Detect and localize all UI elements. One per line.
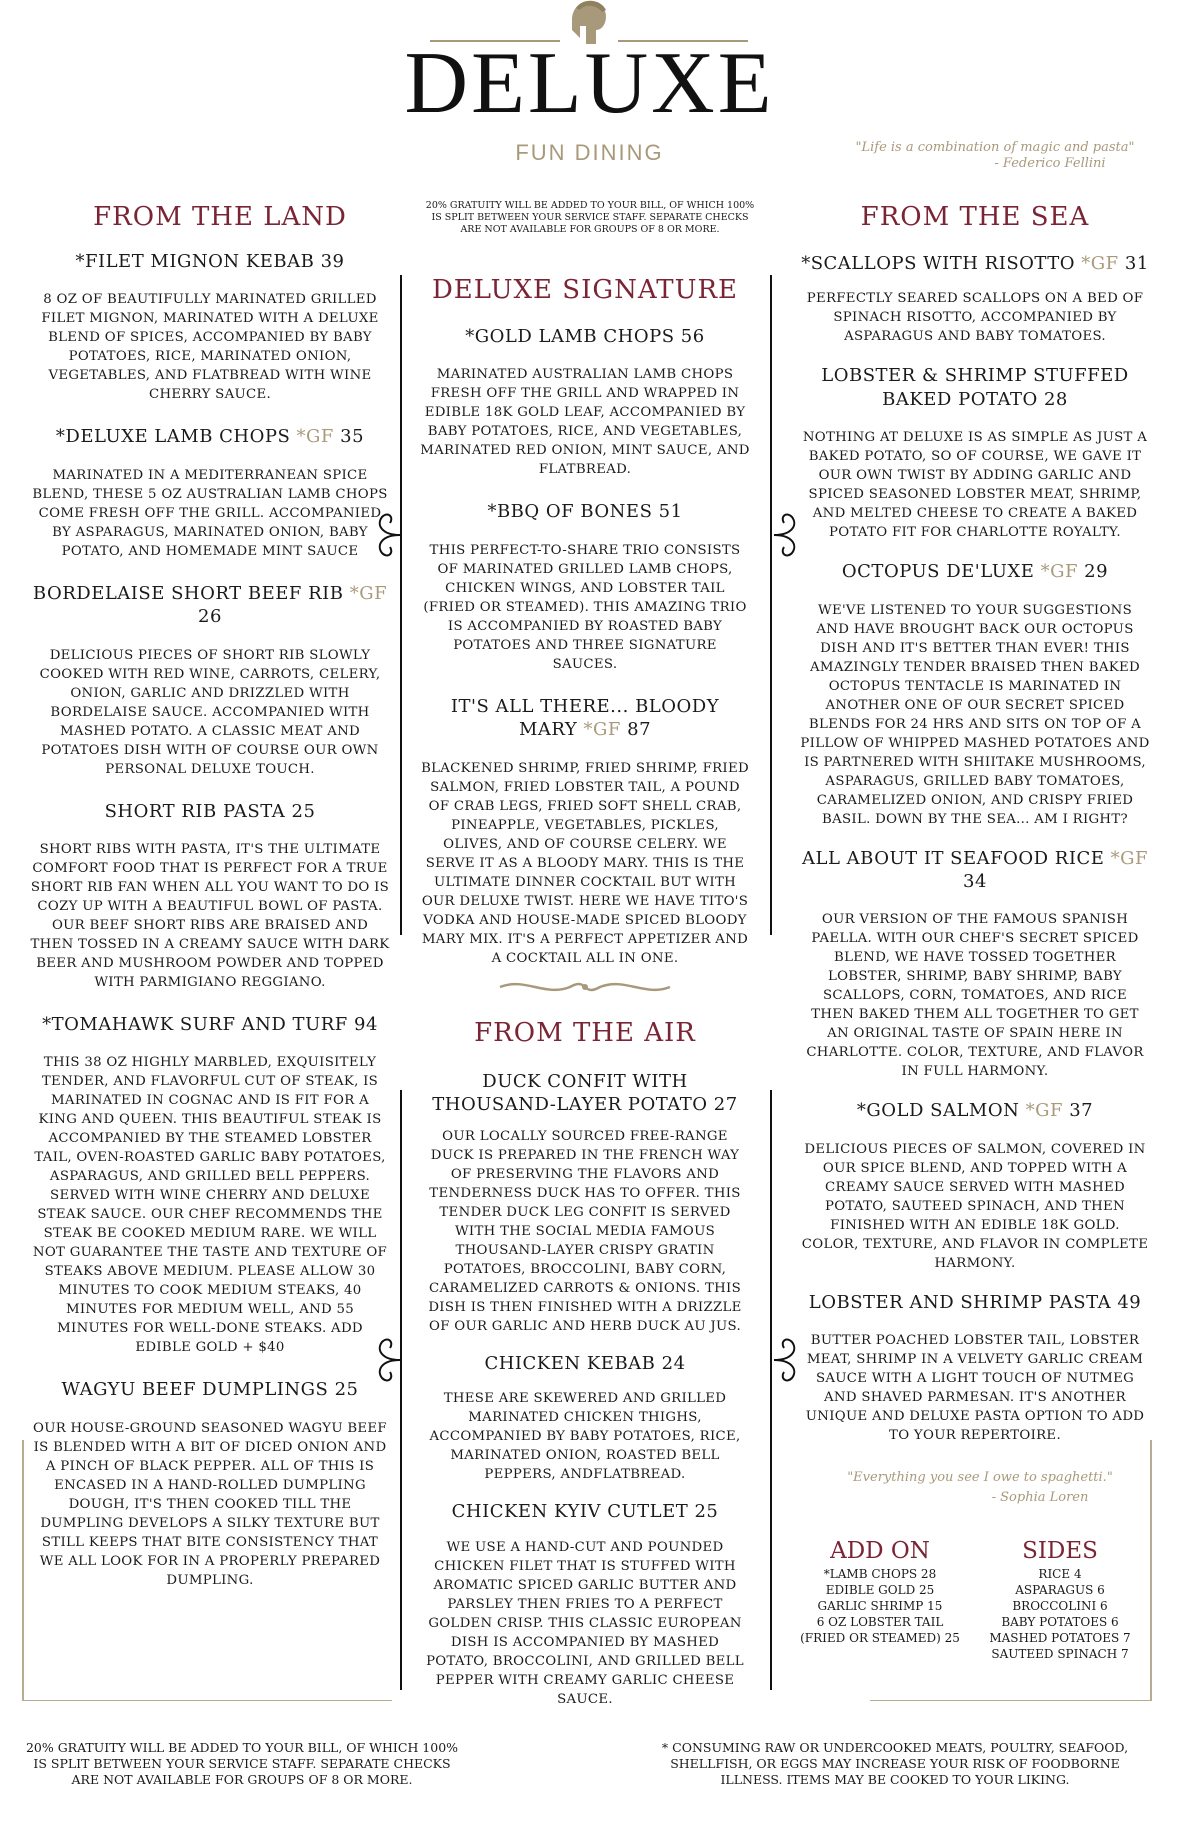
item-name: SHORT RIB PASTA [104, 800, 286, 822]
frame-bottom-right [870, 1700, 1152, 1701]
flourish-divider-icon [495, 975, 675, 999]
item-price: 26 [198, 606, 222, 628]
item-name: *GOLD SALMON [856, 1100, 1020, 1122]
item-name: WAGYU BEEF DUMPLINGS [61, 1379, 329, 1401]
item-desc: THESE ARE SKEWERED AND GRILLED MARINATED CHICKEN THIGHS, ACCOMPANIED BY BABY POTATOES, RICE, MARINATED ONION, ROASTED BELL PEPPERS, ANDFLATBREAD. [429, 1391, 741, 1483]
item-name: ALL ABOUT IT SEAFOOD RICE [802, 847, 1105, 869]
quote-top-text: "Life is a combination of magic and pasta" [855, 140, 1135, 155]
list-item: EDIBLE GOLD 25 [825, 1583, 935, 1597]
item-price: 94 [354, 1013, 378, 1035]
scroll-ornament-icon [372, 495, 402, 575]
footer-gratuity: 20% GRATUITY WILL BE ADDED TO YOUR BILL, OF WHICH 100% IS SPLIT BETWEEN YOUR SERVICE STAFF. SEPARATE CHECKS ARE NOT AVAILABLE FOR GROUPS OF 8 OR MORE. [25, 1740, 459, 1787]
item-name: BORDELAISE SHORT BEEF RIB [32, 582, 344, 604]
item-desc: SHORT RIBS WITH PASTA, IT'S THE ULTIMATE COMFORT FOOD THAT IS PERFECT FOR A TRUE SHORT RIB FAN WHEN ALL YOU WANT TO DO IS COZY UP WITH A BEAUTIFUL BOWL OF PASTA. OUR BEEF SHORT RIBS ARE BRAISED AND THEN TOSSED IN A CREAMY SAUCE WITH DARK BEER AND MUSHROOM POWDER AND TOPPED WITH PARMIGIANO REGGIANO. [30, 841, 390, 990]
quote-top [850, 140, 1140, 171]
menu-item [800, 560, 1150, 828]
quote-bottom-author: - Sophia Loren [991, 1489, 1089, 1505]
item-desc: MARINATED AUSTRALIAN LAMB CHOPS FRESH OFF THE GRILL AND WRAPPED IN EDIBLE 18K GOLD LEAF, ACCOMPANIED BY BABY POTATOES, RICE, AND VEGETABLES, MARINATED RED ONION, MINT SAUCE, AND FLATBREAD. [420, 367, 750, 478]
item-desc: BLACKENED SHRIMP, FRIED SHRIMP, FRIED SALMON, FRIED LOBSTER TAIL, A POUND OF CRAB LEGS, FRIED SOFT SHELL CRAB, PINEAPPLE, VEGETABLES, PICKLES, OLIVES, AND OF COURSE CELERY. WE SERVE IT AS A BLOODY MARY. THIS IS THE ULTIMATE DINNER COCKTAIL BUT WITH OUR DELUXE TWIST. HERE WE HAVE TITO'S VODKA AND HOUSE-MADE SPICED BLOODY MARY MIX. IT'S A PERFECT APPETIZER AND A COCKTAIL ALL IN ONE. [421, 760, 749, 966]
signature-column [420, 325, 750, 968]
scroll-ornament-icon [772, 495, 802, 575]
sides-list [980, 1566, 1140, 1662]
item-name: DUCK CONFIT WITH THOUSAND-LAYER POTATO [432, 1071, 708, 1116]
section-title-sea: FROM THE SEA [860, 202, 1090, 232]
item-name: IT'S ALL THERE... BLOODY MARY [450, 695, 720, 741]
item-name: *SCALLOPS WITH RISOTTO [801, 253, 1076, 274]
item-name: *GOLD LAMB CHOPS [465, 326, 675, 347]
menu-item [800, 1291, 1150, 1445]
menu-item [800, 252, 1150, 346]
quote-top-author: - Federico Fellini [994, 155, 1106, 171]
item-desc: DELICIOUS PIECES OF SALMON, COVERED IN OUR SPICE BLEND, AND TOPPED WITH A CREAMY SAUCE SERVED WITH MASHED POTATO, SAUTEED SPINACH, AND THEN FINISHED WITH AN EDIBLE 18K GOLD. COLOR, TEXTURE, AND FLAVOR IN COMPLETE HARMONY. [801, 1141, 1149, 1271]
scroll-ornament-icon [372, 1320, 402, 1400]
item-price: 25 [694, 1501, 719, 1523]
item-price: 25 [334, 1379, 359, 1401]
item-desc: OUR HOUSE-GROUND SEASONED WAGYU BEEF IS BLENDED WITH A BIT OF DICED ONION AND A PINCH OF BLACK PEPPER. ALL OF THIS IS ENCASED IN A HAND-ROLLED DUMPLING DOUGH, IT'S THEN COOKED TILL THE DUMPLING DEVELOPS A SILKY TEXTURE BUT STILL KEEPS THAT BITE CONSISTENCY THAT WE ALL LOOK FOR IN A PROPERLY PREPARED DUMPLING. [33, 1420, 387, 1588]
footer-warning: * CONSUMING RAW OR UNDERCOOKED MEATS, POULTRY, SEAFOOD, SHELLFISH, OR EGGS MAY INCREASE YOUR RISK OF FOODBORNE ILLNESS. ITEMS MAY BE COOKED TO YOUR LIKING. [661, 1740, 1129, 1787]
item-price: 49 [1117, 1291, 1142, 1313]
section-title-air: FROM THE AIR [474, 1018, 696, 1048]
item-desc: 8 OZ OF BEAUTIFULLY MARINATED GRILLED FILET MIGNON, MARINATED WITH A DELUXE BLEND OF SPICES, ACCOMPANIED BY BABY POTATOES, RICE, MARINATED ONION, VEGETABLES, AND FLATBREAD WITH WINE CHERRY SAUCE. [41, 292, 379, 403]
menu-item [420, 1500, 750, 1708]
menu-item [420, 1352, 750, 1484]
brand-name: DELUXE [404, 35, 775, 132]
item-price: 27 [713, 1094, 738, 1116]
gf-tag: *GF [583, 719, 621, 741]
section-title-land: FROM THE LAND [93, 202, 347, 232]
item-desc: PERFECTLY SEARED SCALLOPS ON A BED OF SPINACH RISOTTO, ACCOMPANIED BY ASPARAGUS AND BABY TOMATOES. [806, 291, 1144, 345]
item-price: 39 [320, 251, 345, 272]
menu-item [800, 364, 1150, 542]
gf-tag: *GF [1081, 253, 1119, 274]
item-name: LOBSTER AND SHRIMP PASTA [808, 1291, 1112, 1313]
sea-column [800, 252, 1150, 1445]
item-price: 56 [680, 326, 705, 347]
brand-tagline: FUN DINING [515, 140, 664, 165]
gf-tag: *GF [1025, 1100, 1063, 1122]
sides-block [980, 1538, 1140, 1662]
menu-item [30, 1378, 390, 1589]
divider-signature-right [770, 275, 772, 935]
divider-signature-left [400, 275, 402, 935]
item-price: 31 [1124, 253, 1149, 274]
item-price: 51 [658, 501, 683, 523]
item-desc: MARINATED IN A MEDITERRANEAN SPICE BLEND, THESE 5 OZ AUSTRALIAN LAMB CHOPS COME FRESH OFF THE GRILL. ACCOMPANIED BY ASPARAGUS, MARINATED ONION, BABY POTATO, AND HOMEMADE MINT SAUCE [32, 467, 388, 559]
list-item: MASHED POTATOES 7 [989, 1631, 1131, 1645]
list-item: (FRIED OR STEAMED) 25 [800, 1631, 960, 1645]
item-name: LOBSTER & SHRIMP STUFFED BAKED POTATO [821, 365, 1129, 410]
menu-item [800, 1099, 1150, 1272]
item-desc: WE'VE LISTENED TO YOUR SUGGESTIONS AND HAVE BROUGHT BACK OUR OCTOPUS DISH AND IT'S BETTER THAN EVER! THIS AMAZINGLY TENDER BRAISED THEN BAKED OCTOPUS TENTACLE IS MARINATED IN ANOTHER ONE OF OUR SECRET SPICED BLENDS FOR 24 HRS AND SITS ON TOP OF A PILLOW OF WHIPPED MASHED POTATOES AND IS PARTNERED WITH SHIITAKE MUSHROOMS, ASPARAGUS, GRILLED BABY TOMATOES, CARAMELIZED ONION, AND CRISPY FRIED BASIL. DOWN BY THE SEA... AM I RIGHT? [800, 602, 1150, 827]
gratuity-top-note: 20% GRATUITY WILL BE ADDED TO YOUR BILL, OF WHICH 100% IS SPLIT BETWEEN YOUR SERVICE STAFF. SEPARATE CHECKS ARE NOT AVAILABLE FOR GROUPS OF 8 OR MORE. [425, 200, 755, 235]
frame-bottom-left [22, 1700, 392, 1701]
list-item: RICE 4 [1038, 1567, 1082, 1581]
item-name: OCTOPUS DE'LUXE [841, 561, 1035, 583]
quote-bottom [830, 1470, 1130, 1505]
item-desc: WE USE A HAND-CUT AND POUNDED CHICKEN FILET THAT IS STUFFED WITH AROMATIC SPICED GARLIC BUTTER AND PARSLEY THEN FRIES TO A PERFECT GOLDEN CRISP. THIS CLASSIC EUROPEAN DISH IS ACCOMPANIED BY MASHED POTATO, BROCCOLINI, AND GRILLED BELL PEPPER WITH CREAMY GARLIC CHEESE SAUCE. [426, 1539, 744, 1707]
menu-item [420, 1070, 750, 1336]
frame-left-edge [22, 1440, 24, 1700]
addon-list [800, 1566, 960, 1646]
list-item: ASPARAGUS 6 [1015, 1583, 1105, 1597]
frame-right-edge [1150, 1440, 1152, 1700]
item-desc: BUTTER POACHED LOBSTER TAIL, LOBSTER MEAT, SHRIMP IN A VELVETY GARLIC CREAM SAUCE WITH A LIGHT TOUCH OF NUTMEG AND SHAVED PARMESAN. IT'S ANOTHER UNIQUE AND DELUXE PASTA OPTION TO ADD TO YOUR REPERTOIRE. [805, 1333, 1145, 1444]
addon-title: ADD ON [830, 1538, 930, 1564]
item-desc: THIS 38 OZ HIGHLY MARBLED, EXQUISITELY TENDER, AND FLAVORFUL CUT OF STEAK, IS MARINATED IN COGNAC AND IS FIT FOR A KING AND QUEEN. THIS BEAUTIFUL STEAK IS ACCOMPANIED BY THE STEAMED LOBSTER TAIL, OVEN-ROASTED GARLIC BABY POTATOES, ASPARAGUS, AND GRILLED BELL PEPPERS. SERVED WITH WINE CHERRY AND DELUXE STEAK SAUCE. OUR CHEF RECOMMENDS THE STEAK BE COOKED MEDIUM RARE. WE WILL NOT GUARANTEE THE TASTE AND TEXTURE OF STEAKS ABOVE MEDIUM. PLEASE ALLOW 30 MINUTES TO COOK MEDIUM STEAKS, 40 MINUTES FOR MEDIUM WELL, AND 55 MINUTES FOR WELL-DONE STEAKS. ADD EDIBLE GOLD + $40 [32, 1055, 388, 1356]
item-name: *FILET MIGNON KEBAB [75, 251, 315, 272]
menu-item [800, 847, 1150, 1082]
scroll-ornament-icon [772, 1320, 802, 1400]
item-desc: NOTHING AT DELUXE IS AS SIMPLE AS JUST A BAKED POTATO, SO OF COURSE, WE GAVE IT OUR OWN TWIST BY ADDING GARLIC AND SPICED SEASONED LOBSTER MEAT, SHRIMP, AND MELTED CHEESE TO CREATE A BAKED POTATO FIT FOR CHARLOTTE ROYALTY. [802, 430, 1148, 541]
menu-item [30, 425, 390, 560]
list-item: GARLIC SHRIMP 15 [817, 1599, 943, 1613]
item-price: 34 [963, 870, 987, 892]
sides-title: SIDES [1022, 1538, 1098, 1564]
quote-bottom-text: "Everything you see I owe to spaghetti." [847, 1470, 1113, 1485]
gf-tag: *GF [296, 426, 334, 448]
list-item: BABY POTATOES 6 [1001, 1615, 1119, 1629]
list-item: *LAMB CHOPS 28 [823, 1567, 937, 1581]
item-desc: DELICIOUS PIECES OF SHORT RIB SLOWLY COOKED WITH RED WINE, CARROTS, CELERY, ONION, GARLIC AND DRIZZLED WITH BORDELAISE SAUCE. ACCOMPANIED WITH MASHED POTATO. A CLASSIC MEAT AND POTATOES DISH WITH OF COURSE OUR OWN PERSONAL DELUXE TOUCH. [39, 647, 381, 777]
gf-tag: *GF [1110, 847, 1148, 869]
addon-block [800, 1538, 960, 1646]
item-name: *BBQ OF BONES [487, 501, 653, 523]
item-price: 35 [340, 426, 365, 448]
menu-item [420, 325, 750, 479]
item-desc: OUR VERSION OF THE FAMOUS SPANISH PAELLA. WITH OUR CHEF'S SECRET SPICED BLEND, WE HAVE TOSSED TOGETHER LOBSTER, SHRIMP, BABY SHRIMP, BABY SCALLOPS, CORN, TOMATOES, AND RICE THEN BAKED THEM ALL TOGETHER TO GET AN ORIGINAL TASTE OF SPAIN HERE IN CHARLOTTE. COLOR, TEXTURE, AND FLAVOR IN FULL HARMONY. [806, 912, 1144, 1080]
list-item: 6 OZ LOBSTER TAIL [816, 1615, 944, 1629]
list-item: BROCCOLINI 6 [1012, 1599, 1108, 1613]
gf-tag: *GF [1040, 561, 1078, 583]
item-desc: OUR LOCALLY SOURCED FREE-RANGE DUCK IS PREPARED IN THE FRENCH WAY OF PRESERVING THE FLAVORS AND TENDERNESS DUCK HAS TO OFFER. THIS TENDER DUCK LEG CONFIT IS SERVED WITH THE SOCIAL MEDIA FAMOUS THOUSAND-LAYER CRISPY GRATIN POTATOES, BROCCOLINI, BABY CORN, CARAMELIZED CARROTS & ONIONS. THIS DISH IS THEN FINISHED WITH A DRIZZLE OF OUR GARLIC AND HERB DUCK AU JUS. [428, 1128, 742, 1334]
menu-item [420, 500, 750, 673]
gf-tag: *GF [349, 582, 388, 604]
list-item: SAUTEED SPINACH 7 [991, 1647, 1129, 1661]
item-name: CHICKEN KEBAB [484, 1352, 656, 1374]
menu-item [420, 695, 750, 968]
menu-item [30, 800, 390, 992]
item-price: 87 [627, 719, 652, 741]
menu-item [30, 250, 390, 404]
item-name: *DELUXE LAMB CHOPS [55, 426, 291, 448]
item-price: 37 [1069, 1100, 1094, 1122]
item-name: *TOMAHAWK SURF AND TURF [42, 1013, 348, 1035]
section-title-signature: DELUXE SIGNATURE [431, 275, 739, 305]
item-price: 29 [1084, 561, 1109, 583]
item-desc: THIS PERFECT-TO-SHARE TRIO CONSISTS OF MARINATED GRILLED LAMB CHOPS, CHICKEN WINGS, AND LOBSTER TAIL (FRIED OR STEAMED). THIS AMAZING TRIO IS ACCOMPANIED BY ROASTED BABY POTATOES AND THREE SIGNATURE SAUCES. [423, 542, 747, 672]
item-price: 25 [291, 800, 316, 822]
land-column [30, 250, 390, 1590]
menu-item [30, 1013, 390, 1357]
menu-item [30, 582, 390, 779]
item-name: CHICKEN KYIV CUTLET [451, 1501, 689, 1523]
air-column [420, 1070, 750, 1709]
item-price: 24 [661, 1352, 686, 1374]
item-price: 28 [1043, 388, 1068, 410]
